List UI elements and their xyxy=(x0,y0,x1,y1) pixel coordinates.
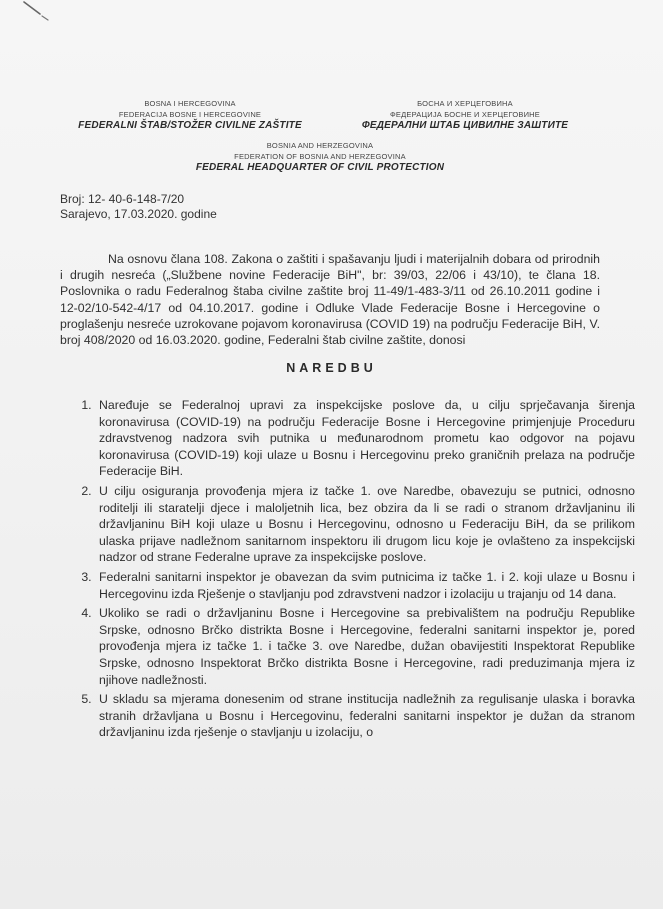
legal-basis-paragraph: Na osnovu člana 108. Zakona o zaštiti i spašavanju ljudi i materijalnih dobara od prirodnih i drugih nesreća („Službene novine Federacije BiH", br: 39/03, 22/06 i 43/10), te člana 18. Poslovnika o radu Federalnog štaba civilne zaštite broj 11-49/1-483-3/11 od 26.10.2011 godine i 12-02/10-542-4/17 od 04.10.2017. godine i Odluke Vlade Federacije Bosne i Hercegovine o proglašenju nesreće uzrokovane pojavom koronavirusa (COVID 19) na području Federacije BiH, V. broj 408/2020 od 16.03.2020. godine, Federalni štab civilne zaštite, donosi xyxy=(60,252,600,347)
order-item: 5. U skladu sa mjerama donesenim od strane institucija nadležnih za regulisanje ulaska i boravka stranih državljana u Bosnu i Hercegovinu, federalni sanitarni inspektor je dužan da stranom državljaninu izda rješenje o stavljanju u izolaciju, o xyxy=(95,691,635,741)
header-institution-cyrillic: ФЕДЕРАЛНИ ШТАБ ЦИВИЛНЕ ЗАШТИТЕ xyxy=(361,120,569,131)
header-latin xyxy=(70,98,310,131)
header-country-cyrillic: БОСНА И ХЕРЦЕГОВИНА xyxy=(417,99,513,108)
header-cyrillic xyxy=(340,98,590,131)
header-entity: FEDERACIJA BOSNE I HERCEGOVINE xyxy=(118,110,262,119)
order-items-list xyxy=(62,397,635,744)
document-title: NAREDBU xyxy=(286,361,377,375)
order-item: 1. Naređuje se Federalnoj upravi za inspekcijske poslove da, u cilju sprječavanja širenja koronavirusa (COVID-19) na području Federacije Bosne i Hercegovine primjenjuje Proceduru zdravstvenog nadzora svih putnika u međunarodnom prometu kao odgovor na pojavu koronavirusa (COVID-19) koji ulaze u Bosnu i Hercegovinu preko graničnih prelaza na područje Federacije BiH. xyxy=(95,397,635,480)
place-and-date: Sarajevo, 17.03.2020. godine xyxy=(60,207,217,221)
header-english xyxy=(150,140,490,173)
pen-mark xyxy=(18,0,58,22)
header-institution-english: FEDERAL HEADQUARTER OF CIVIL PROTECTION xyxy=(195,162,445,173)
header-entity-cyrillic: ФЕДЕРАЦИЈА БОСНЕ И ХЕРЦЕГОВИНЕ xyxy=(390,110,540,119)
header-institution: FEDERALNI ŠTAB/STOŽER CIVILNE ZAŠTITE xyxy=(78,120,302,131)
reference-number: Broj: 12- 40-6-148-7/20 xyxy=(60,192,185,206)
header-country-english: BOSNIA AND HERZEGOVINA xyxy=(266,141,374,150)
order-item: 4. Ukoliko se radi o državljaninu Bosne i Hercegovine sa prebivalištem na području Republike Srpske, odnosno Brčko distrikta Bosne i Hercegovine, federalni sanitarni inspektor je, pored provođenja mjera iz tačke 1. i tačke 3. ove Naredbe, dužan obavijestiti Inspektorat Republike Srpske, odnosno Inspektorat Brčko distrikta Bosne i Hercegovine, radi preduzimanja mjera iz njihove nadležnosti. xyxy=(95,605,635,688)
header-entity-english: FEDERATION OF BOSNIA AND HERZEGOVINA xyxy=(234,152,406,161)
document-meta xyxy=(60,192,217,222)
order-item: 3. Federalni sanitarni inspektor je obavezan da svim putnicima iz tačke 1. i 2. koji ulaze u Bosnu i Hercegovinu izda Rješenje o stavljanju pod zdravstveni nadzor i izolaciju u trajanju od 14 dana. xyxy=(95,569,635,602)
order-item: 2. U cilju osiguranja provođenja mjera iz tačke 1. ove Naredbe, obavezuju se putnici, odnosno roditelji ili staratelji djece i maloljetnih lica, bez obzira da li se radi o stranom državljaninu ili državljaninu BiH koji ulaze u Bosnu i Hercegovinu, odnosno u Federaciju BiH, da se prilikom ulaska prijave nadležnom sanitarnom inspektoru ili drugom licu koje je ovlašteno za inspekcijski nadzor od strane Federalne uprave za inspekcijske poslove. xyxy=(95,483,635,566)
header-country: BOSNA I HERCEGOVINA xyxy=(144,99,236,108)
